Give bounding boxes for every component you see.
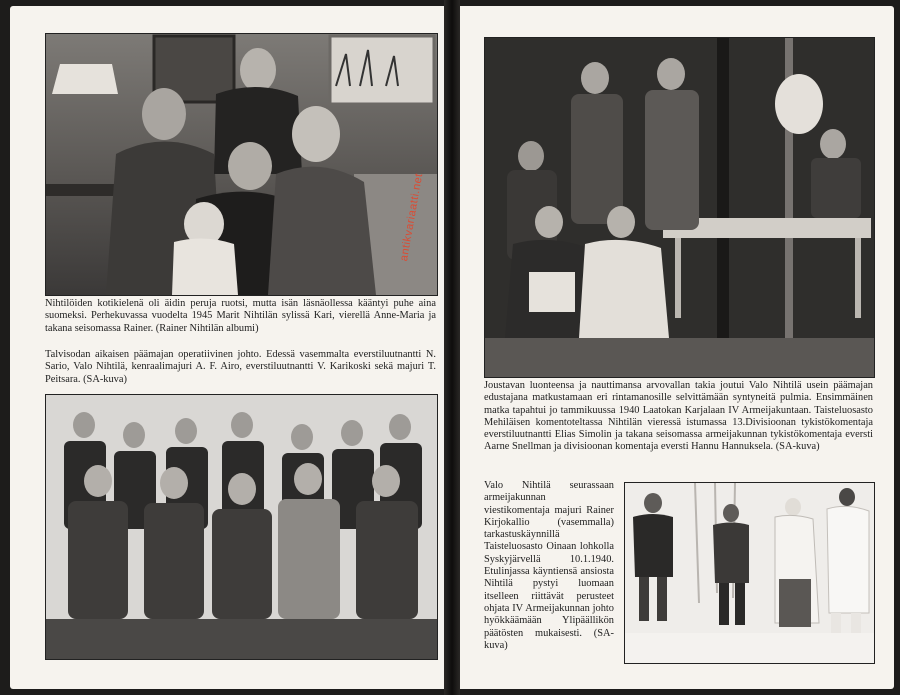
field-command-post-photo bbox=[484, 37, 875, 378]
family-photo bbox=[45, 33, 438, 296]
family-photo-drawing bbox=[46, 34, 437, 295]
winter-photo-drawing bbox=[625, 483, 874, 663]
winter-inspection-photo bbox=[624, 482, 875, 664]
field-photo-drawing bbox=[485, 38, 874, 377]
watermark-text: antikvariaatti.net bbox=[398, 172, 426, 263]
field-command-post-caption: Joustavan luonteensa ja nauttimansa arvovallan takia joutui Valo Nihtilä usein päämajan edustajana matkustamaan eri rintamanosille selvittämään syntyneitä pulmia. Ensimmäinen matka tapahtui jo tammikuussa 1940 Laatokan Karjalaan IV Armeijakuntaan. Taisteluosasto Mehiläisen komentoteltassa Nihtilän vieressä istumassa 13.Divisioonan tykistökomentaja everstiluutnantti Elias Simolin ja takana seisomassa armeijakunnan tykistökomentaja eversti Aarne Snellman ja divisioonan komentaja eversti Hannu Hannuksela. (SA-kuva) bbox=[484, 380, 873, 453]
winter-inspection-caption: Valo Nihtilä seurassaan armeijakunnan viestikomentaja majuri Rainer Kirjokallio (vasemmalla) tarkastuskäynnillä Taisteluosasto Oinaan lohkolla Syskyjärvellä 10.1.1940. Etulinjassa käyntiensä ansiosta Nihtilä pystyi luomaan itselleen riittävät perusteet ohjata IV Armeijakunnan johto hyökkäämään Ylipäällikön päätösten mukaisesti. (SA-kuva) bbox=[484, 480, 614, 651]
headquarters-group-photo bbox=[45, 394, 438, 660]
headquarters-photo-drawing bbox=[46, 395, 437, 659]
book-gutter bbox=[444, 0, 460, 695]
family-photo-caption: Nihtilöiden kotikielenä oli äidin peruja ruotsi, mutta isän läsnäollessa kääntyi puhe aina suomeksi. Perhekuvassa vuodelta 1945 Marit Nihtilän sylissä Kari, vierellä Anne-Maria ja takana seisomassa Rainer. (Rainer Nihtilän albumi) bbox=[45, 298, 436, 334]
headquarters-photo-caption: Talvisodan aikaisen päämajan operatiivinen johto. Edessä vasemmalta everstiluutnantti N. Sario, Valo Nihtilä, kenraalimajuri A. F. Airo, everstiluutnantti V. Karikoski sekä majuri T. Peitsara. (SA-kuva) bbox=[45, 349, 436, 385]
